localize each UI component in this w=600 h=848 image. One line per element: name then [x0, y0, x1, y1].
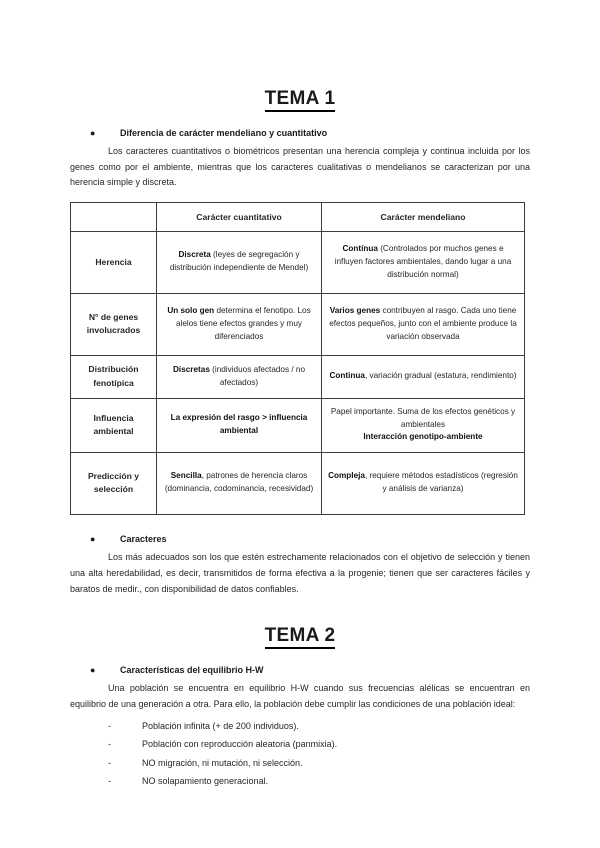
- list-item-label: NO migración, ni mutación, ni selección.: [142, 757, 303, 768]
- cell-bold-term: Un solo gen: [167, 306, 215, 316]
- dash-marker: -: [108, 757, 111, 768]
- table-row: [71, 356, 525, 399]
- table-row-label: Herencia: [71, 232, 157, 294]
- dash-marker: -: [108, 776, 111, 787]
- cell-bold-term: Continua: [329, 371, 365, 381]
- table-cell-mendelian: [322, 232, 525, 294]
- paragraph-caracteres: Los más adecuados son los que estén estrechamente relacionados con el objetivo de selección y tienen una alta heredabilidad, es decir, transmitidos de forma efectiva a la progenie; tienen que ser caracteres fáciles y baratos de medir., con disponibilidad de datos confiables.: [70, 552, 530, 594]
- cell-text: , requiere métodos estadísticos (regresión y análisis de varianza): [364, 471, 518, 493]
- bullet-icon: ●: [90, 127, 96, 138]
- table-cell-mendelian: [322, 294, 525, 356]
- cell-text: , patrones de herencia claros (dominancia, codominancia, recesividad): [164, 471, 314, 493]
- table-header-mendeliano: Carácter mendeliano: [322, 203, 525, 232]
- table-cell-quantitative: [157, 452, 322, 514]
- page-title-tema-1-text: TEMA 1: [265, 88, 336, 112]
- dash-marker: -: [108, 739, 111, 750]
- cell-text: determina el fenotipo. Los alelos tiene efectos grandes y muy diferenciados: [175, 306, 311, 341]
- cell-text: contribuyen al rasgo. Cada uno tiene efectos pequeños, junto con el ambiente produce la variación observada: [329, 306, 517, 341]
- page-title-tema-1: [70, 88, 530, 111]
- table-cell-mendelian: [322, 356, 525, 399]
- table-header-cuantitativo: Carácter cuantitativo: [157, 203, 322, 232]
- table-row: [71, 398, 525, 452]
- cell-bold-term: Sencilla: [170, 471, 202, 481]
- table-row: [71, 294, 525, 356]
- cell-text: (Controlados por muchos genes e influyen factores ambientales, dando lugar a una distribución normal): [334, 244, 512, 279]
- cell-text: Papel importante. Suma de los efectos genéticos y ambientales: [330, 406, 516, 429]
- bullet-icon: ●: [90, 533, 96, 544]
- list-item-label: Población infinita (+ de 200 individuos).: [142, 720, 299, 731]
- table-row-label: Predicción y selección: [71, 452, 157, 514]
- cell-text: , variación gradual (estatura, rendimiento): [364, 371, 517, 381]
- cell-bold-term: Compleja: [328, 471, 365, 481]
- table-row-label: Influencia ambiental: [71, 398, 157, 452]
- conditions-list: [70, 717, 530, 791]
- cell-bold-term: Discretas: [173, 364, 210, 374]
- list-item: [70, 717, 530, 735]
- dash-marker: -: [108, 720, 111, 731]
- table-cell-mendelian: [322, 452, 525, 514]
- table-header-blank: [71, 203, 157, 232]
- table-row-label: Distribución fenotípica: [71, 356, 157, 399]
- document-content: [70, 88, 530, 791]
- list-item: [70, 772, 530, 790]
- cell-bold-term: Contínua: [342, 244, 378, 254]
- cell-bold-term: Interacción genotipo-ambiente: [363, 432, 483, 442]
- list-item-label: Población con reproducción aleatoria (panmixia).: [142, 739, 338, 750]
- table-cell-quantitative: [157, 294, 322, 356]
- cell-bold-term: Discreta: [178, 250, 211, 260]
- paragraph-diferencia: Los caracteres cuantitativos o biométricos presentan una herencia compleja y continua incluida por los genes como por el ambiente, mientras que los caracteres cualitativas o mendelianos se caracterizan por una herencia simple y discreta.: [70, 145, 530, 188]
- table-header-row: [71, 203, 525, 232]
- section-heading-caracteristicas-hw: [70, 664, 530, 676]
- cell-text: (leyes de segregación y distribución independiente de Mendel): [169, 250, 309, 273]
- comparison-table: [70, 202, 525, 515]
- table-cell-quantitative: [157, 398, 322, 452]
- list-item: [70, 754, 530, 772]
- table-cell-quantitative: [157, 356, 322, 399]
- section-heading-label: Características del equilibrio H-W: [120, 665, 264, 676]
- section-heading-label: Diferencia de carácter mendeliano y cuantitativo: [120, 127, 328, 138]
- section-heading-label: Caracteres: [120, 533, 167, 544]
- paragraph-equilibrio-hw: Una población se encuentra en equilibrio H-W cuando sus frecuencias alélicas se encuentran en equilibrio de una generación a otra. Para ello, la población debe cumplir las condiciones de una población ideal:: [70, 683, 530, 709]
- section-heading-diferencia: [70, 127, 530, 139]
- table-row-label: N° de genes involucrados: [71, 294, 157, 356]
- list-item-label: NO solapamiento generacional.: [142, 776, 269, 787]
- list-item: [70, 735, 530, 753]
- page-title-tema-2: [70, 625, 530, 648]
- table-row: [71, 452, 525, 514]
- bullet-icon: ●: [90, 665, 96, 676]
- cell-bold-term: Varios genes: [329, 306, 381, 316]
- section-heading-caracteres: [70, 533, 530, 545]
- cell-text: (individuos afectados / no afectados): [209, 364, 305, 387]
- table-cell-mendelian: [322, 398, 525, 452]
- page-title-tema-2-text: TEMA 2: [265, 625, 336, 649]
- table-cell-quantitative: [157, 232, 322, 294]
- cell-bold-term: La expresión del rasgo > influencia ambiental: [170, 413, 308, 435]
- table-row: [71, 232, 525, 294]
